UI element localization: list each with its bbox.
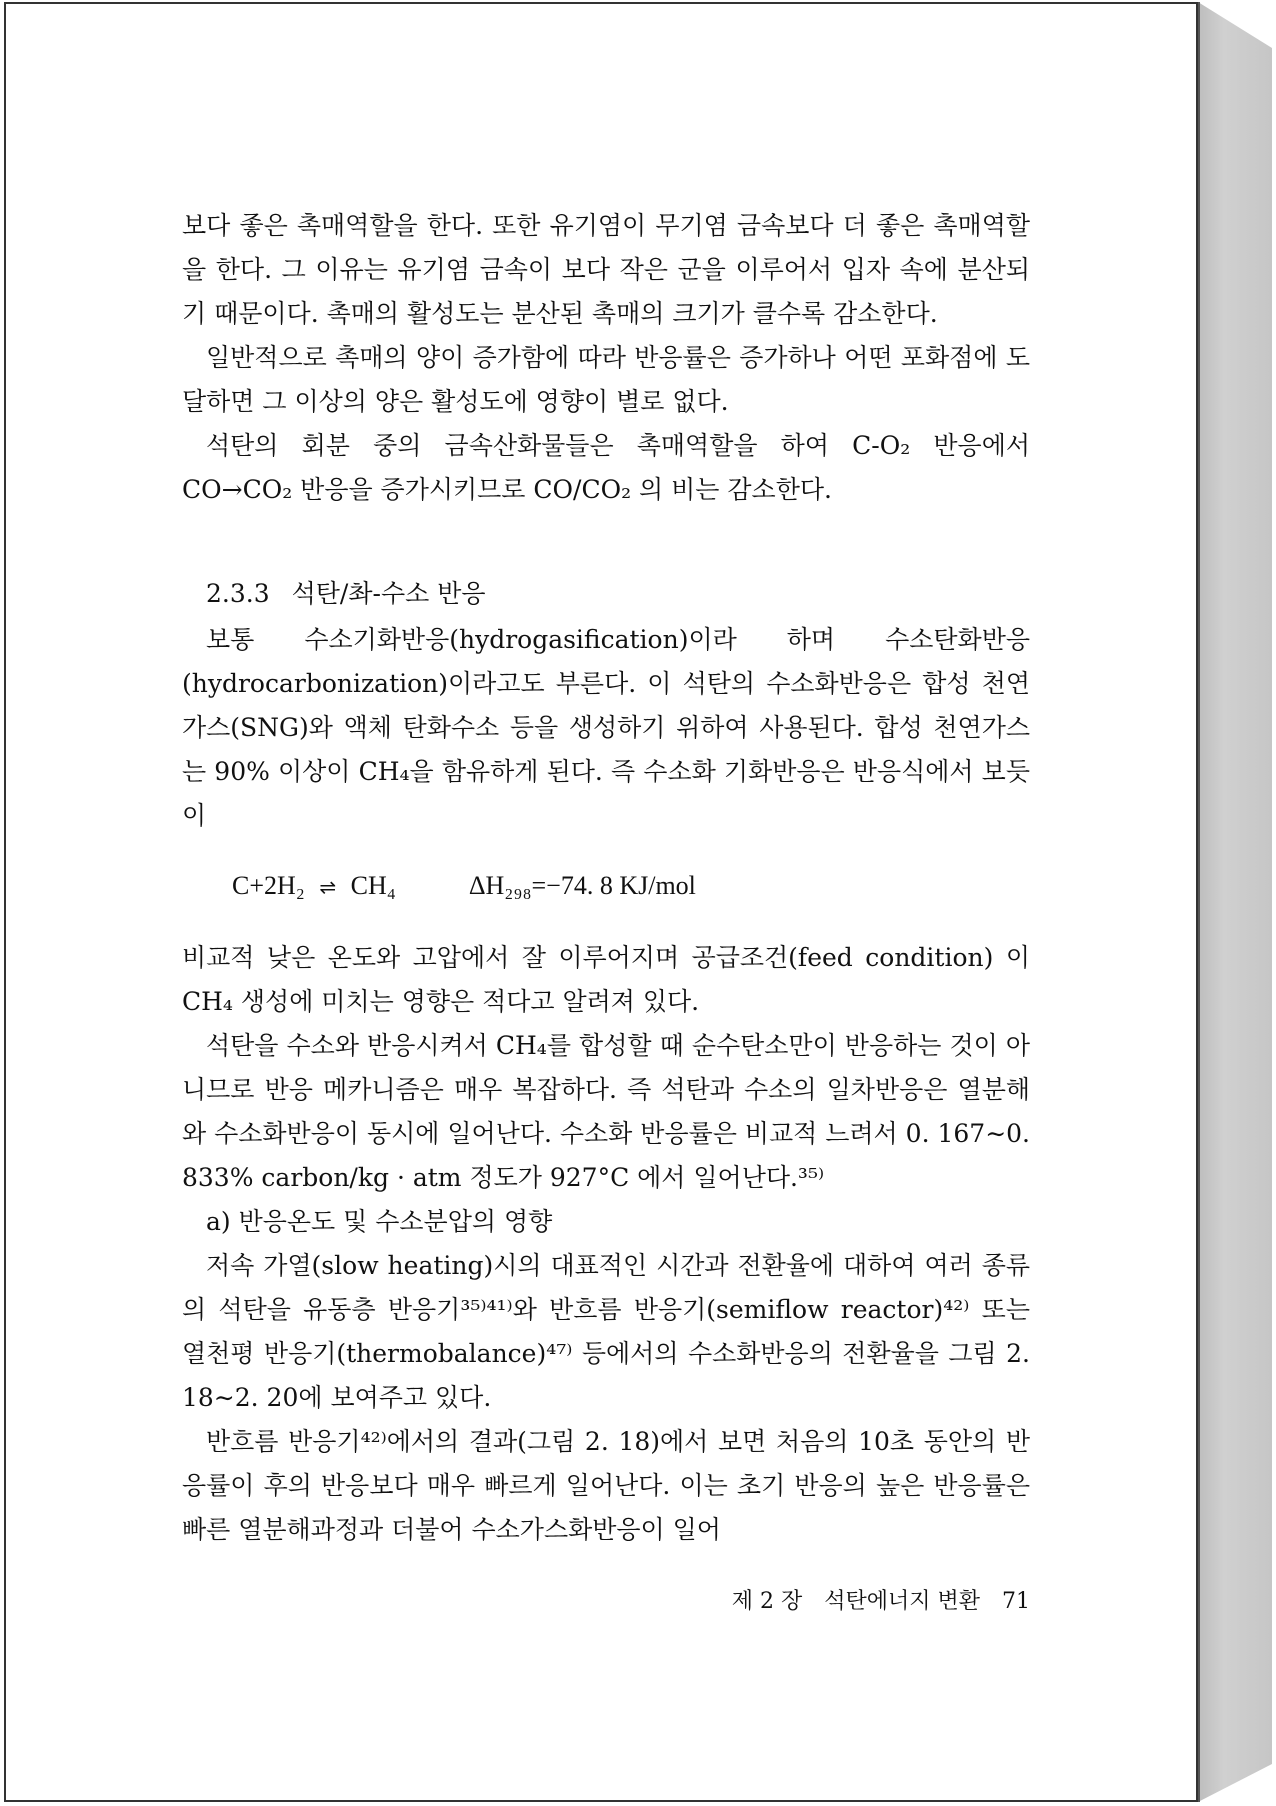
footer-title: 석탄에너지 변환: [824, 1589, 980, 1614]
book-spine-edge: [1198, 2, 1200, 1802]
page-number: 71: [1002, 1589, 1030, 1614]
page-footer: [666, 1584, 1030, 1615]
paragraph-semiflow-results: 반흐름 반응기⁴²⁾에서의 결과(그림 2. 18)에서 보면 처음의 10초 동안의 반응률이 후의 반응보다 매우 빠르게 일어난다. 이는 초기 반응의 높은 반응률은 빠른 열분해과정과 더불어 수소가스화반응이 일어: [182, 1427, 1030, 1545]
paragraph-continued: 보다 좋은 촉매역할을 한다. 또한 유기염이 무기염 금속보다 더 좋은 촉매역할을 한다. 그 이유는 유기염 금속이 보다 작은 군을 이루어서 입자 속에 분산되기 때문이다. 촉매의 활성도는 분산된 촉매의 크기가 클수록 감소한다.: [182, 211, 1030, 328]
equation-enthalpy: ΔH₂₉₈=−74. 8 KJ/mol: [468, 871, 696, 900]
equation-lhs: C+2H₂: [232, 871, 305, 900]
section-heading: [182, 572, 1030, 616]
page-body: [182, 204, 1030, 1552]
footer-chapter: 제 2 장: [731, 1589, 803, 1614]
paragraph-reaction-mechanism: 석탄을 수소와 반응시켜서 CH₄를 합성할 때 순수탄소만이 반응하는 것이 아니므로 반응 메카니즘은 매우 복잡하다. 즉 석탄과 수소의 일차반응은 열분해와 수소화반응이 동시에 일어난다. 수소화 반응률은 비교적 느려서 0. 167∼0. 833% carbon/kg · atm 정도가 927°C 에서 일어난다.³⁵⁾: [182, 1031, 1030, 1193]
subsection-heading: a) 반응온도 및 수소분압의 영향: [206, 1207, 553, 1237]
equation-rhs: CH₄: [350, 871, 396, 900]
reaction-equation: [232, 864, 1030, 910]
paragraph-catalyst-amount: 일반적으로 촉매의 양이 증가함에 따라 반응률은 증가하나 어떤 포화점에 도달하면 그 이상의 양은 활성도에 영향이 별로 없다.: [182, 343, 1030, 416]
paragraph-low-temperature: 비교적 낮은 온도와 고압에서 잘 이루어지며 공급조건(feed condition) 이 CH₄ 생성에 미치는 영향은 적다고 알려져 있다.: [182, 943, 1030, 1017]
section-number: 2.3.3: [206, 579, 270, 608]
equilibrium-arrow-icon: ⇌: [319, 877, 337, 900]
paragraph-hydrogasification-intro: 보통 수소기화반응(hydrogasification)이라 하며 수소탄화반응(hydrocarbonization)이라고도 부른다. 이 석탄의 수소화반응은 합성 천연가스(SNG)와 액체 탄화수소 등을 생성하기 위하여 사용된다. 합성 천연가스는 90% 이상이 CH₄을 함유하게 된다. 즉 수소화 기화반응은 반응식에서 보듯이: [182, 625, 1030, 830]
paragraph-ash-metal-oxides: 석탄의 회분 중의 금속산화물들은 촉매역할을 하여 C-O₂ 반응에서 CO→CO₂ 반응을 증가시키므로 CO/CO₂ 의 비는 감소한다.: [182, 431, 1030, 504]
section-title: 석탄/촤-수소 반응: [291, 579, 486, 608]
paragraph-slow-heating: 저속 가열(slow heating)시의 대표적인 시간과 전환율에 대하여 여러 종류의 석탄을 유동층 반응기³⁵⁾⁴¹⁾와 반흐름 반응기(semiflow reactor)⁴²⁾ 또는 열천평 반응기(thermobalance)⁴⁷⁾ 등에서의 수소화반응의 전환율을 그림 2. 18∼2. 20에 보여주고 있다.: [182, 1251, 1030, 1413]
book-spine: [1198, 2, 1272, 1802]
page-sheet: [4, 2, 1198, 1802]
